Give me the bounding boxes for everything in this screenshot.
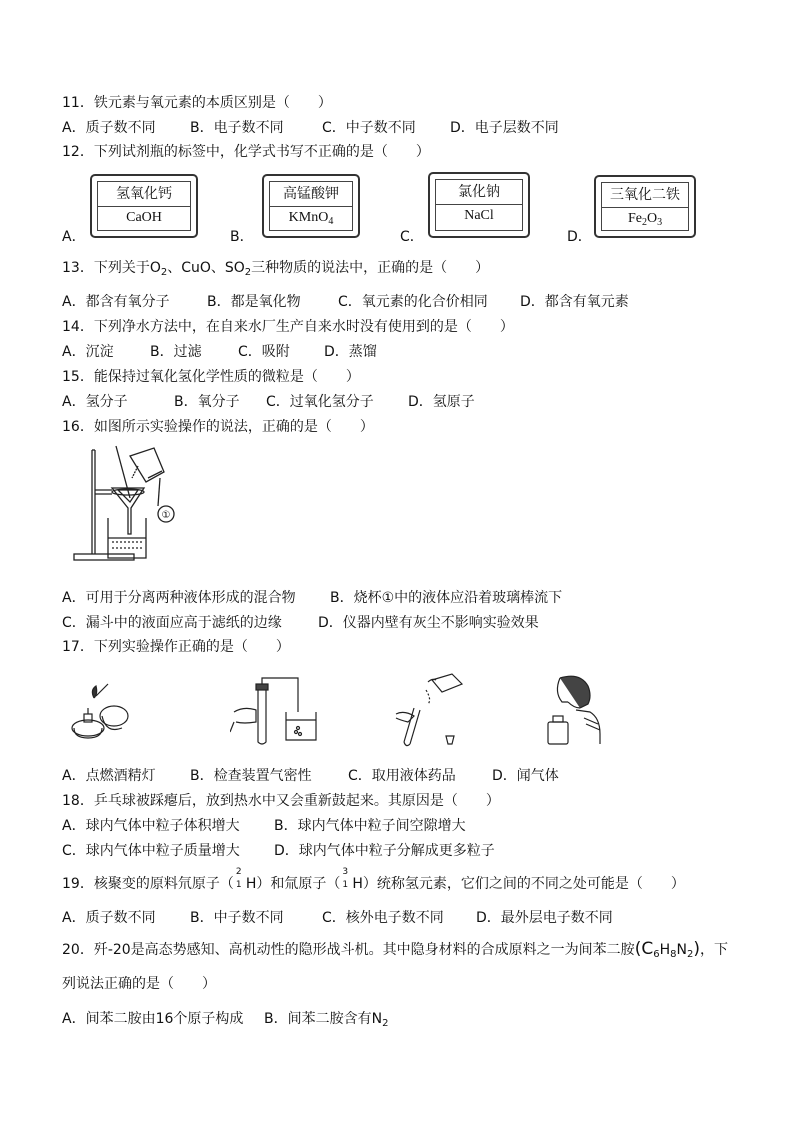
airtightness-check-figure — [230, 676, 322, 746]
q16-option-d[interactable]: D．仪器内壁有灰尘不影响实验效果 — [318, 615, 539, 631]
q13-option-a[interactable]: A．都含有氧分子 — [62, 294, 170, 310]
q20-option-a[interactable]: A．间苯二胺由16个原子构成 — [62, 1011, 244, 1027]
q11-option-b[interactable]: B．电子数不同 — [190, 120, 284, 136]
q13-option-c[interactable]: C．氧元素的化合价相同 — [338, 294, 488, 310]
q15-option-b[interactable]: B．氧分子 — [174, 394, 240, 410]
q11-option-c[interactable]: C．中子数不同 — [322, 120, 416, 136]
q19-stem: 19．核聚变的原料氘原子（ 2 1 H）和氚原子（ 3 1 H）统称氢元素，它们之间的不同之处可能是（ ） — [62, 867, 685, 892]
reagent-name: 高锰酸钾 — [270, 182, 352, 207]
reagent-label-c — [428, 172, 530, 238]
q20-stem-line2: 列说法正确的是（ ） — [62, 976, 216, 992]
q12-option-c-letter[interactable]: C． — [400, 229, 424, 245]
reagent-label-a — [90, 174, 198, 238]
q14-option-b[interactable]: B．过滤 — [150, 344, 202, 360]
q13-stem: 13．下列关于$O_2$、CuO、$SO_2$三种物质的说法中，正确的是（ ） — [62, 260, 490, 278]
q16-option-b[interactable]: B．烧杯①中的液体应沿着玻璃棒流下 — [330, 590, 563, 606]
reagent-formula: CaOH — [126, 210, 162, 225]
smelling-gas-figure — [544, 674, 604, 746]
reagent-name: 氯化钠 — [436, 180, 522, 205]
q13-option-b[interactable]: B．都是氧化物 — [207, 294, 301, 310]
q14-option-d[interactable]: D．蒸馏 — [324, 344, 377, 360]
beaker-marker: ① — [161, 510, 171, 521]
q18-option-c[interactable]: C．球内气体中粒子质量增大 — [62, 843, 240, 859]
q17-stem: 17．下列实验操作正确的是（ ） — [62, 639, 290, 655]
reagent-formula: NaCl — [464, 208, 494, 223]
filtration-apparatus-figure — [68, 442, 188, 564]
q18-stem: 18．乒乓球被踩瘪后，放到热水中又会重新鼓起来。其原因是（ ） — [62, 793, 500, 809]
q14-stem: 14．下列净水方法中，在自来水厂生产自来水时没有使用到的是（ ） — [62, 319, 514, 335]
q17-option-a[interactable]: A．点燃酒精灯 — [62, 768, 156, 784]
q14-option-a[interactable]: A．沉淀 — [62, 344, 114, 360]
reagent-label-b — [262, 174, 360, 238]
q15-option-c[interactable]: C．过氧化氢分子 — [266, 394, 374, 410]
q11-option-d[interactable]: D．电子层数不同 — [450, 120, 559, 136]
q12-option-a-letter[interactable]: A． — [62, 229, 86, 245]
q16-stem: 16．如图所示实验操作的说法，正确的是（ ） — [62, 419, 374, 435]
q18-option-d[interactable]: D．球内气体中粒子分解成更多粒子 — [274, 843, 495, 859]
q12-option-b-letter[interactable]: B． — [230, 229, 254, 245]
q15-option-a[interactable]: A．氢分子 — [62, 394, 128, 410]
q11-option-a[interactable]: A．质子数不同 — [62, 120, 156, 136]
tritium-notation: 3 1 — [342, 867, 349, 890]
q12-stem: 12．下列试剂瓶的标签中，化学式书写不正确的是（ ） — [62, 144, 430, 160]
q20-option-b[interactable]: B．间苯二胺含有$N_2$ — [264, 1011, 389, 1029]
q15-option-d[interactable]: D．氢原子 — [408, 394, 475, 410]
deuterium-notation: 2 1 — [235, 867, 242, 890]
q16-option-a[interactable]: A．可用于分离两种液体形成的混合物 — [62, 590, 296, 606]
liquid-reagent-figure — [392, 670, 468, 748]
q11-stem: 11．铁元素与氧元素的本质区别是（ ） — [62, 95, 332, 111]
q13-option-d[interactable]: D．都含有氧元素 — [520, 294, 629, 310]
reagent-formula: KMnO$_4$ — [288, 210, 334, 227]
alcohol-lamp-figure — [66, 676, 138, 744]
q17-option-c[interactable]: C．取用液体药品 — [348, 768, 456, 784]
q19-option-d[interactable]: D．最外层电子数不同 — [476, 910, 613, 926]
q19-option-b[interactable]: B．中子数不同 — [190, 910, 284, 926]
q16-option-c[interactable]: C．漏斗中的液面应高于滤纸的边缘 — [62, 615, 282, 631]
q15-stem: 15．能保持过氧化氢化学性质的微粒是（ ） — [62, 369, 360, 385]
q19-option-c[interactable]: C．核外电子数不同 — [322, 910, 444, 926]
q18-option-a[interactable]: A．球内气体中粒子体积增大 — [62, 818, 240, 834]
q12-option-d-letter[interactable]: D． — [567, 229, 592, 245]
q19-option-a[interactable]: A．质子数不同 — [62, 910, 156, 926]
reagent-name: 三氧化二铁 — [602, 183, 688, 208]
reagent-label-d — [594, 175, 696, 238]
reagent-formula: $Fe_2O_3$ — [627, 211, 663, 228]
reagent-name: 氢氧化钙 — [98, 182, 190, 207]
q14-option-c[interactable]: C．吸附 — [238, 344, 290, 360]
q18-option-b[interactable]: B．球内气体中粒子间空隙增大 — [274, 818, 466, 834]
q20-stem: 20．歼-20是高态势感知、高机动性的隐形战斗机。其中隐身材料的合成原料之一为间苯二胺$(C_6H_8N_2)$，下 — [62, 939, 728, 960]
q17-option-d[interactable]: D．闻气体 — [492, 768, 559, 784]
q17-option-b[interactable]: B．检查装置气密性 — [190, 768, 312, 784]
